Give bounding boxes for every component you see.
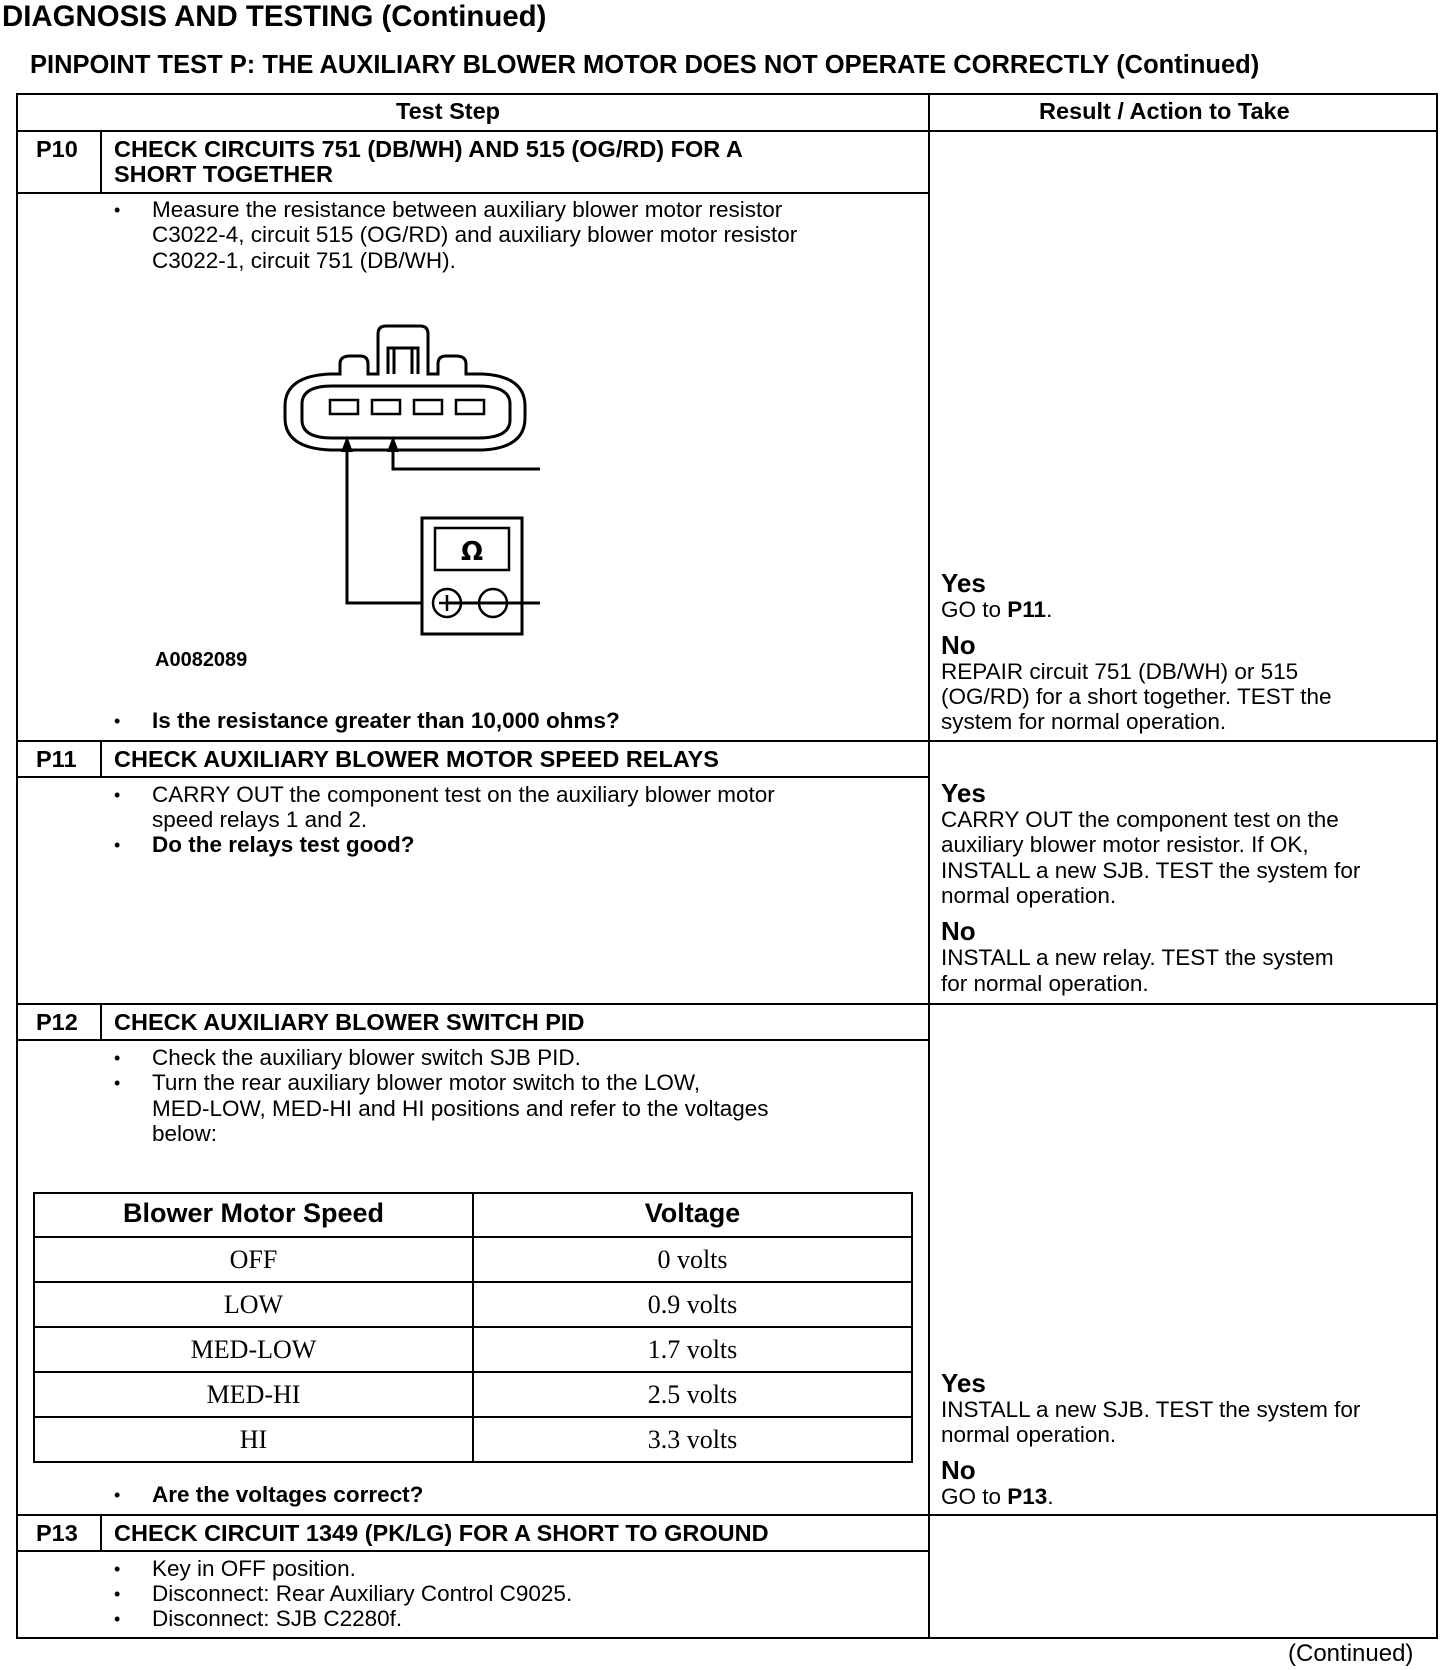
p11-yes-label: Yes [941,778,986,808]
table-cell-speed: MED-LOW [190,1335,317,1364]
p11-yes-text-line1: CARRY OUT the component test on the [941,807,1339,832]
table-cell-speed: MED-HI [206,1380,301,1409]
p10-no-text-line3: system for normal operation. [941,709,1227,734]
continued-footer: (Continued) [1288,1640,1414,1667]
step-id-p12: P12 [36,1009,78,1035]
bullet-icon: • [114,835,121,855]
p13-instruction3: Disconnect: SJB C2280f. [152,1606,403,1631]
bullet-icon: • [114,1584,121,1604]
step-title-p10-line1: CHECK CIRCUITS 751 (DB/WH) AND 515 (OG/RD) FOR A [114,136,743,162]
bullet-icon: • [114,1485,121,1505]
step-title-p10-line2: SHORT TOGETHER [114,161,333,187]
p12-instruction2-line1: Turn the rear auxiliary blower motor switch to the LOW, [152,1070,701,1095]
table-cell-voltage: 0.9 volts [647,1290,738,1319]
step-id-p10: P10 [36,136,78,162]
p10-yes-label: Yes [941,568,986,598]
bullet-icon: • [114,785,121,805]
p12-no-text: GO to P13. [941,1484,1054,1509]
p11-no-text-line2: for normal operation. [941,971,1149,996]
bullet-icon: • [114,1048,121,1068]
pinpoint-test-title: PINPOINT TEST P: THE AUXILIARY BLOWER MOTOR DOES NOT OPERATE CORRECTLY (Continued) [30,51,1260,79]
table-cell-speed: LOW [223,1290,284,1319]
column-header-test-step: Test Step [396,98,501,124]
table-cell-speed: HI [239,1425,268,1454]
p13-instruction2: Disconnect: Rear Auxiliary Control C9025. [152,1581,573,1606]
p12-yes-label: Yes [941,1368,986,1398]
p11-question: Do the relays test good? [152,832,415,857]
p12-instruction1: Check the auxiliary blower switch SJB PID. [152,1045,581,1070]
step-title-p12: CHECK AUXILIARY BLOWER SWITCH PID [114,1009,585,1035]
table-cell-voltage: 0 volts [657,1245,728,1274]
p12-instruction2-line2: MED-LOW, MED-HI and HI positions and refer to the voltages [152,1096,769,1121]
p11-no-text-line1: INSTALL a new relay. TEST the system [941,945,1334,970]
p11-instruction-line1: CARRY OUT the component test on the auxiliary blower motor [152,782,775,807]
p11-instruction-line2: speed relays 1 and 2. [152,807,368,832]
p10-instruction-line1: Measure the resistance between auxiliary blower motor resistor [152,197,783,222]
table-cell-voltage: 1.7 volts [647,1335,738,1364]
step-title-p13: CHECK CIRCUIT 1349 (PK/LG) FOR A SHORT TO GROUND [114,1520,769,1546]
p13-instruction1: Key in OFF position. [152,1556,356,1581]
bullet-icon: • [114,1073,121,1093]
p11-yes-text-line4: normal operation. [941,883,1117,908]
step-id-p11: P11 [36,746,77,772]
bullet-icon: • [114,1609,121,1629]
column-header-result: Result / Action to Take [1039,98,1290,124]
p10-instruction-line3: C3022-1, circuit 751 (DB/WH). [152,248,456,273]
step-title-p11: CHECK AUXILIARY BLOWER MOTOR SPEED RELAYS [114,746,719,772]
p12-yes-text-line1: INSTALL a new SJB. TEST the system for [941,1397,1361,1422]
p10-instruction-line2: C3022-4, circuit 515 (OG/RD) and auxiliary blower motor resistor [152,222,798,247]
figure-id: A0082089 [155,649,248,671]
bullet-icon: • [114,200,121,220]
p11-yes-text-line2: auxiliary blower motor resistor. If OK, [941,832,1309,857]
p12-yes-text-line2: normal operation. [941,1422,1117,1447]
p11-yes-text-line3: INSTALL a new SJB. TEST the system for [941,858,1361,883]
p10-question: Is the resistance greater than 10,000 ohms? [152,708,620,733]
table-cell-voltage: 3.3 volts [647,1425,738,1454]
p10-no-text-line2: (OG/RD) for a short together. TEST the [941,684,1332,709]
p12-question: Are the voltages correct? [152,1482,424,1507]
p10-yes-text: GO to P11. [941,597,1053,622]
p12-instruction2-line3: below: [152,1121,218,1146]
step-id-p13: P13 [36,1520,78,1546]
p12-no-label: No [941,1455,976,1485]
bullet-icon: • [114,1559,121,1579]
p10-no-text-line1: REPAIR circuit 751 (DB/WH) or 515 [941,659,1299,684]
ohm-symbol: Ω [460,537,484,567]
table-cell-speed: OFF [229,1245,278,1274]
p11-no-label: No [941,916,976,946]
table-cell-voltage: 2.5 volts [647,1380,738,1409]
voltage-table-header-speed: Blower Motor Speed [122,1198,385,1228]
voltage-table-header-voltage: Voltage [644,1198,741,1228]
page-title: DIAGNOSIS AND TESTING (Continued) [2,0,547,33]
bullet-icon: • [114,711,121,731]
p10-no-label: No [941,630,976,660]
connector-ohmmeter-diagram [270,318,540,638]
